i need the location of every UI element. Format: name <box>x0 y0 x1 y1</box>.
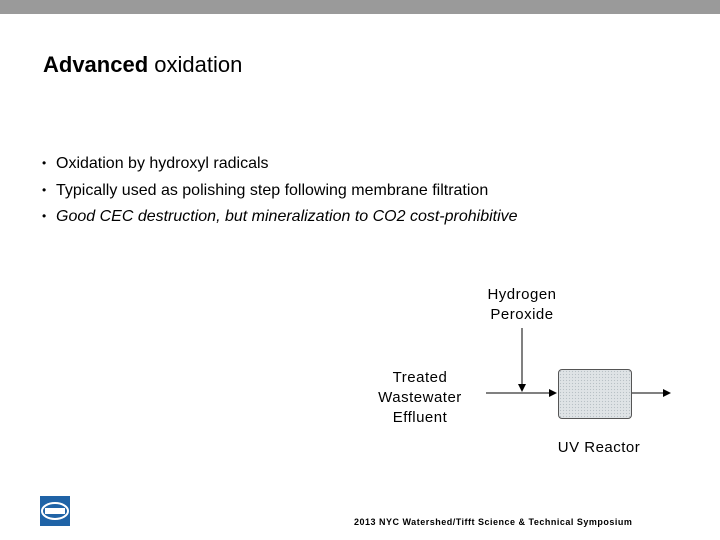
label-line: Effluent <box>392 409 448 426</box>
bullet-text: Good CEC destruction, but mineralization to CO2 cost-prohibitive <box>56 208 518 225</box>
bullet-text: Typically used as polishing step following membrane filtration <box>56 181 489 199</box>
label-line: Hydrogen <box>487 286 557 303</box>
title-rest: oxidation <box>154 52 243 77</box>
label-line: Wastewater <box>378 389 462 406</box>
bullet-dot: • <box>42 182 47 197</box>
organization-logo <box>40 496 70 526</box>
label-line: Treated <box>392 369 448 386</box>
bullet-text: Oxidation by hydroxyl radicals <box>56 155 269 172</box>
bullet-dot: • <box>42 209 47 223</box>
uv-reactor <box>558 369 632 419</box>
label-line: Peroxide <box>490 306 554 323</box>
bullet-dot: • <box>42 156 47 170</box>
footer-text: 2013 NYC Watershed/Tifft Science & Technical Symposium <box>354 517 633 527</box>
uv-reactor-label: UV Reactor <box>557 439 641 456</box>
title-bold: Advanced <box>43 52 149 77</box>
